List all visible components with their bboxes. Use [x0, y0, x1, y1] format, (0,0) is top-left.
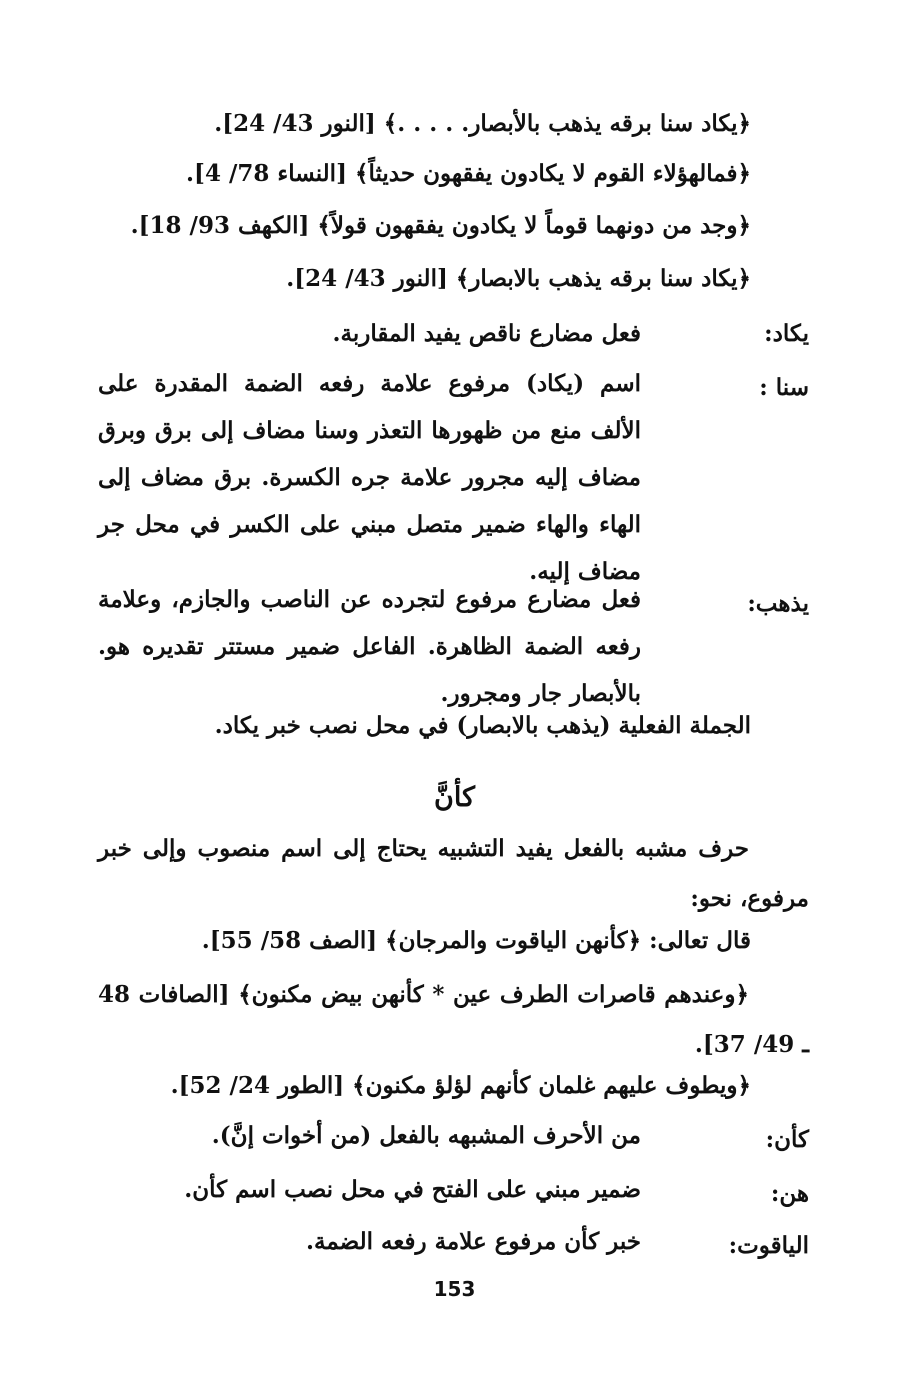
intro-paragraph: حرف مشبه بالفعل يفيد التشبيه يحتاج إلى اسم منصوب وإلى خبر مرفوع، نحو: [98, 835, 809, 912]
quote-last: ﴿ويطوف عليهم غلمان كأنهم لؤلؤ مكنون﴾ [الطور 24/ 52]. [170, 1072, 751, 1099]
quote-long: ﴿وعندهم قاصرات الطرف عين * كأنهن بيض مكنون﴾ [الصافات 48 ـ 49/ 37]. [98, 981, 809, 1058]
section-title: كأنَّ [434, 782, 475, 813]
quote-line-2: ﴿فمالهؤلاء القوم لا يكادون يفقهون حديثاً﴾ [النساء 78/ 4]. [186, 160, 751, 187]
quote-said: قال تعالى: ﴿كأنهن الياقوت والمرجان﴾ [الصف 58/ 55]. [201, 927, 751, 954]
quote-line-1: ﴿يكاد سنا برقه يذهب بالأبصار. . . . .﴾ [النور 43/ 24]. [214, 110, 751, 137]
entry-def-kaanna: من الأحرف المشبهه بالفعل (من أخوات إنَّ). [211, 1122, 641, 1149]
entry-term-yadhhab: يذهب: [747, 590, 809, 617]
quote-line-3: ﴿وجد من دونهما قوماً لا يكادون يفقهون قولاً﴾ [الكهف 93/ 18]. [130, 212, 751, 239]
entry-def-yakad: فعل مضارع ناقص يفيد المقاربة. [332, 320, 641, 347]
entry-def-hunna: ضمير مبني على الفتح في محل نصب اسم كأن. [184, 1176, 641, 1203]
entry-def-yaqut: خبر كأن مرفوع علامة رفعه الضمة. [306, 1228, 641, 1255]
entry-term-yaqut: الياقوت: [728, 1232, 809, 1259]
entry-term-yakad: يكاد: [764, 320, 809, 347]
entry-term-kaanna: كأن: [765, 1126, 809, 1153]
entry-def-sana: اسم (يكاد) مرفوع علامة رفعه الضمة المقدرة على الألف منع من ظهورها التعذر وسنا مضاف إلى برق وبرق مضاف إليه مجرور علامة جره الكسرة. برق مضاف إلى الهاء والهاء ضمير متصل مبني على الكسر في محل جر مضاف إليه. [98, 370, 641, 585]
entry-term-sana: سنا : [759, 374, 809, 401]
quote-line-4: ﴿يكاد سنا برقه يذهب بالابصار﴾ [النور 43/ 24]. [286, 265, 751, 292]
page-number: 153 [433, 1277, 476, 1301]
entry-def-yadhhab: فعل مضارع مرفوع لتجرده عن الناصب والجازم، وعلامة رفعه الضمة الظاهرة. الفاعل ضمير مستتر تقديره هو. بالأبصار جار ومجرور. [98, 586, 641, 707]
verbal-sentence-note: الجملة الفعلية (يذهب بالابصار) في محل نصب خبر يكاد. [214, 712, 751, 739]
entry-term-hunna: هن: [770, 1180, 809, 1207]
